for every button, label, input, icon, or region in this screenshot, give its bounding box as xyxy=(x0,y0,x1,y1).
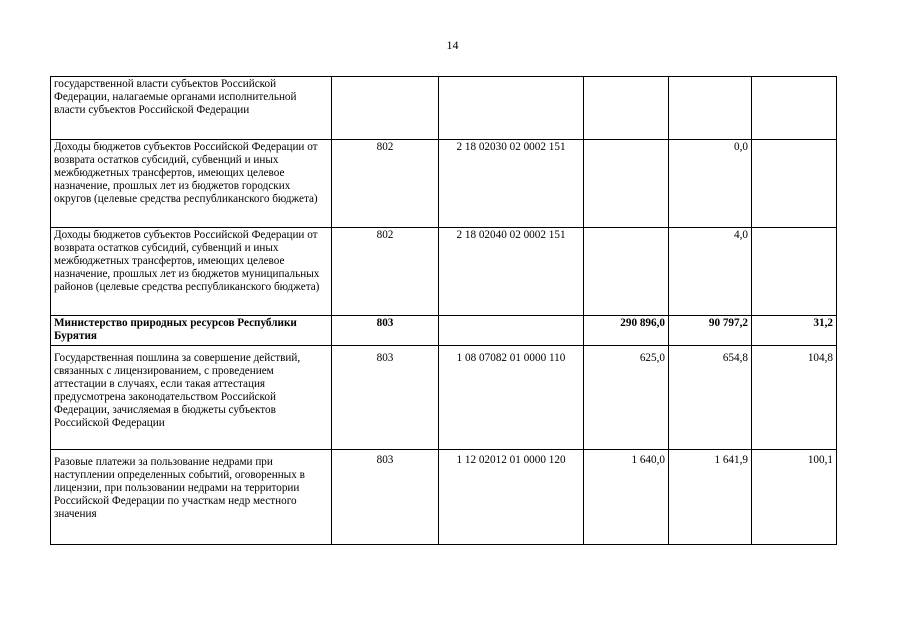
budget-classification-code-cell xyxy=(439,316,584,346)
execution-percent-cell xyxy=(752,77,837,140)
planned-amount-cell xyxy=(584,77,669,140)
actual-amount-cell: 0,0 xyxy=(669,140,752,228)
revenue-name-cell: государственной власти субъектов Российской Федерации, налагаемые органами исполнительной власти субъектов Российской Федерации xyxy=(51,77,332,140)
budget-classification-code-cell: 2 18 02030 02 0002 151 xyxy=(439,140,584,228)
execution-percent-cell: 31,2 xyxy=(752,316,837,346)
execution-percent-cell xyxy=(752,140,837,228)
revenue-name-cell: Министерство природных ресурсов Республики Бурятия xyxy=(51,316,332,346)
planned-amount-cell: 1 640,0 xyxy=(584,450,669,545)
revenue-name-cell: Доходы бюджетов субъектов Российской Федерации от возврата остатков субсидий, субвенций и иных межбюджетных трансфертов, имеющих целевое назначение, прошлых лет из бюджетов городских округов (целевые средства республиканского бюджета) xyxy=(51,140,332,228)
actual-amount-cell: 1 641,9 xyxy=(669,450,752,545)
revenue-name-cell: Разовые платежи за пользование недрами при наступлении определенных событий, оговоренных в лицензии, при пользовании недрами на территории Российской Федерации по участкам недр местного значения xyxy=(51,450,332,545)
table-row xyxy=(51,140,837,228)
execution-percent-cell: 100,1 xyxy=(752,450,837,545)
administrator-code-cell: 802 xyxy=(332,140,439,228)
budget-revenue-table xyxy=(50,76,837,545)
administrator-code-cell: 803 xyxy=(332,450,439,545)
planned-amount-cell xyxy=(584,140,669,228)
administrator-code-cell xyxy=(332,77,439,140)
planned-amount-cell: 625,0 xyxy=(584,346,669,450)
table-row xyxy=(51,228,837,316)
execution-percent-cell xyxy=(752,228,837,316)
planned-amount-cell xyxy=(584,228,669,316)
table-row xyxy=(51,77,837,140)
actual-amount-cell: 90 797,2 xyxy=(669,316,752,346)
page-number: 14 xyxy=(446,38,459,52)
administrator-code-cell: 803 xyxy=(332,346,439,450)
table-row xyxy=(51,450,837,545)
actual-amount-cell: 654,8 xyxy=(669,346,752,450)
budget-classification-code-cell xyxy=(439,77,584,140)
revenue-name-cell: Доходы бюджетов субъектов Российской Федерации от возврата остатков субсидий, субвенций и иных межбюджетных трансфертов, имеющих целевое назначение, прошлых лет из бюджетов муниципальных районов (целевые средства республиканского бюджета) xyxy=(51,228,332,316)
budget-classification-code-cell: 1 12 02012 01 0000 120 xyxy=(439,450,584,545)
revenue-name-cell: Государственная пошлина за совершение действий, связанных с лицензированием, с проведением аттестации в случаях, если такая аттестация предусмотрена законодательством Российской Федерации, зачисляемая в бюджеты субъектов Российской Федерации xyxy=(51,346,332,450)
budget-classification-code-cell: 1 08 07082 01 0000 110 xyxy=(439,346,584,450)
administrator-code-cell: 802 xyxy=(332,228,439,316)
budget-classification-code-cell: 2 18 02040 02 0002 151 xyxy=(439,228,584,316)
actual-amount-cell: 4,0 xyxy=(669,228,752,316)
table-row xyxy=(51,346,837,450)
planned-amount-cell: 290 896,0 xyxy=(584,316,669,346)
execution-percent-cell: 104,8 xyxy=(752,346,837,450)
actual-amount-cell xyxy=(669,77,752,140)
administrator-code-cell: 803 xyxy=(332,316,439,346)
table-row-ministry-total xyxy=(51,316,837,346)
